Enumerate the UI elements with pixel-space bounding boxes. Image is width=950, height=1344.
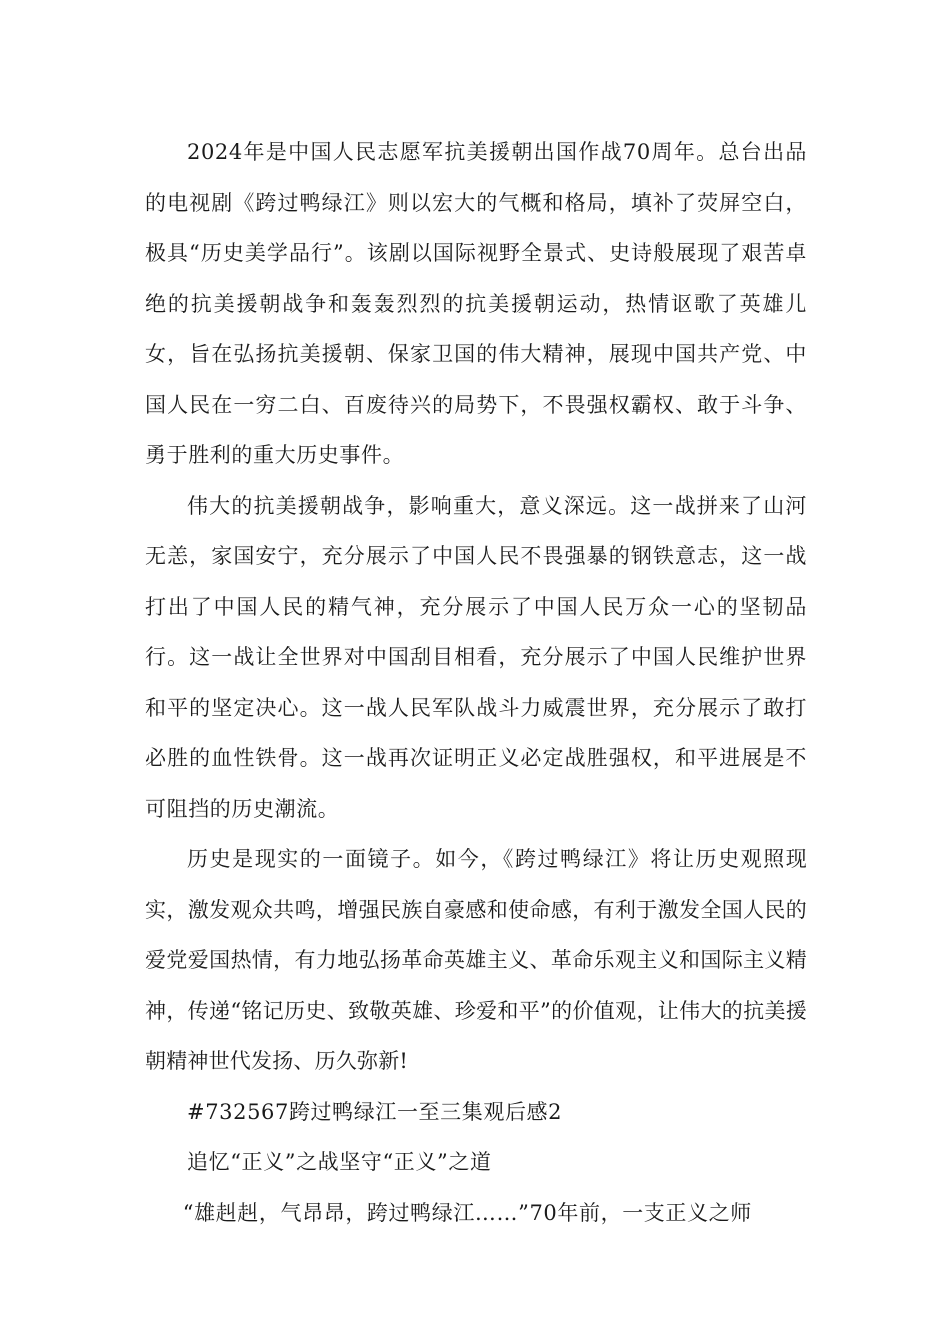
document-body: [145, 127, 807, 1238]
paragraph-history-mirror: 历史是现实的一面镜子。如今，《跨过鸭绿江》将让历史观照现实，激发观众共鸣，增强民族自豪感和使命感，有利于激发全国人民的爱党爱国热情，有力地弘扬革命英雄主义、革命乐观主义和国际主义精神，传递“铭记历史、致敬英雄、珍爱和平”的价值观，让伟大的抗美援朝精神世代发扬、历久弥新!: [145, 847, 807, 1073]
paragraph-war-significance: 伟大的抗美援朝战争，影响重大，意义深远。这一战拼来了山河无恙，家国安宁，充分展示了中国人民不畏强暴的钢铁意志，这一战打出了中国人民的精气神，充分展示了中国人民万众一心的坚韧品行。这一战让全世界对中国刮目相看，充分展示了中国人民维护世界和平的坚定决心。这一战人民军队战斗力威震世界，充分展示了敢打必胜的血性铁骨。这一战再次证明正义必定战胜强权，和平进展是不可阻挡的历史潮流。: [145, 493, 807, 821]
paragraph-anniversary: 2024年是中国人民志愿军抗美援朝出国作战70周年。总台出品的电视剧《跨过鸭绿江》则以宏大的气概和格局，填补了荧屏空白，极具“历史美学品行”。该剧以国际视野全景式、史诗般展现了艰苦卓绝的抗美援朝战争和轰轰烈烈的抗美援朝运动，热情讴歌了英雄儿女，旨在弘扬抗美援朝、保家卫国的伟大精神，展现中国共产党、中国人民在一穷二白、百废待兴的局势下，不畏强权霸权、敢于斗争、勇于胜利的重大历史事件。: [145, 140, 807, 467]
essay-subtitle: 追忆“正义”之战坚守“正义”之道: [187, 1150, 492, 1174]
paragraph-opening-line: “雄赳赳，气昂昂，跨过鸭绿江……”70年前，一支正义之师: [182, 1200, 752, 1225]
essay-heading: #732567跨过鸭绿江一至三集观后感2: [187, 1099, 563, 1124]
